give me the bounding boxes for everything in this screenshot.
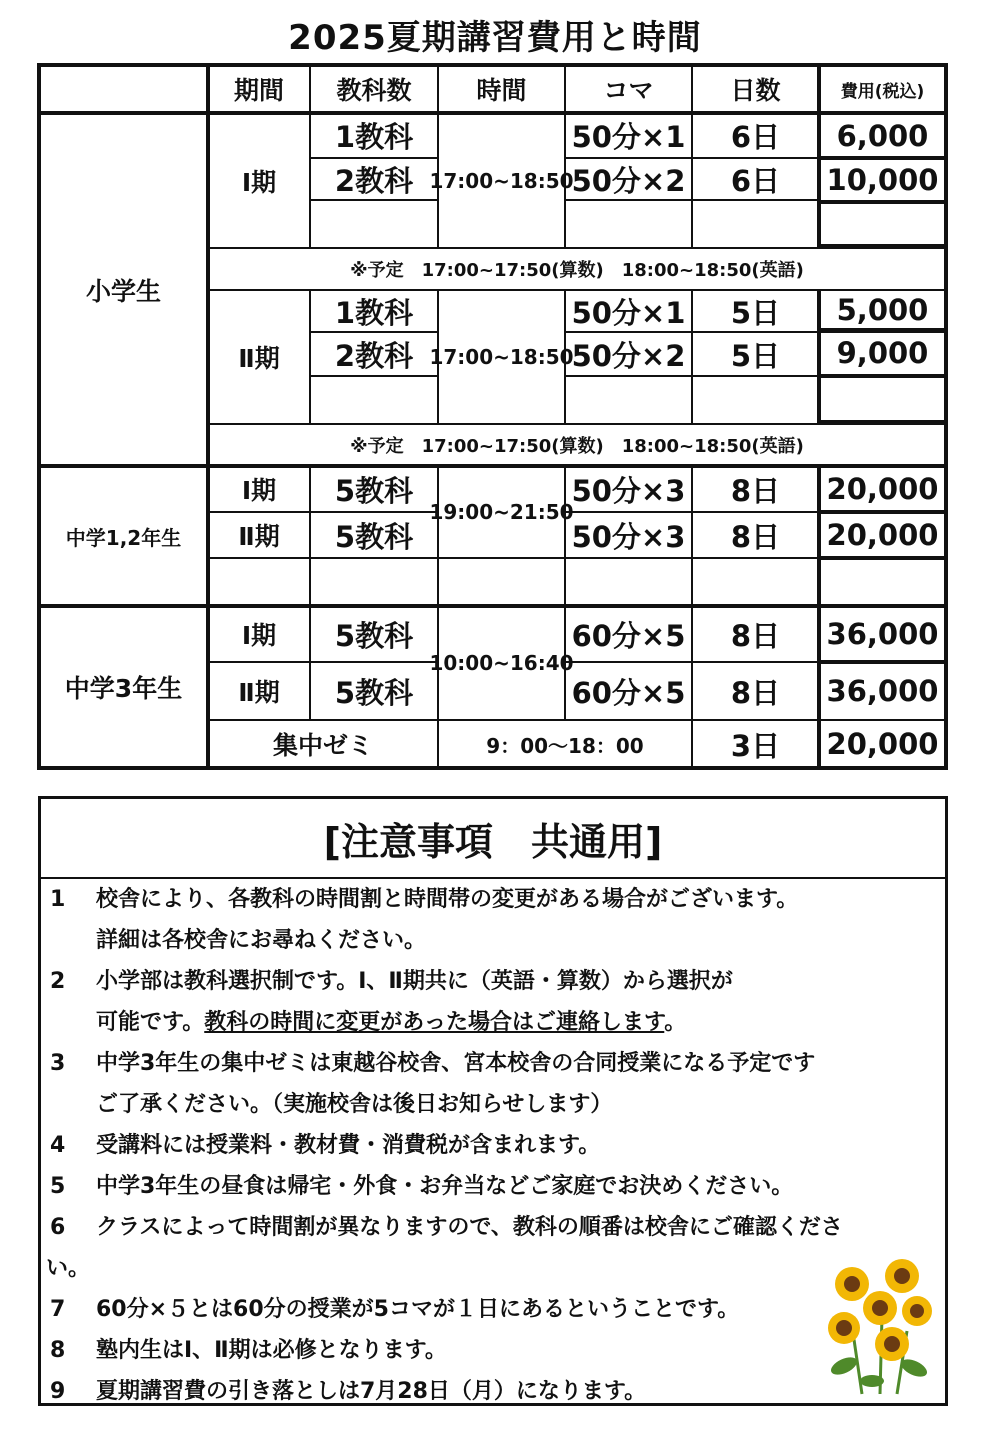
fee-cell: 36,000 <box>826 617 939 651</box>
note-item: 5 中学3年生の昼食は帰宅・外食・お弁当などご家庭でお決めください。 <box>50 1174 794 1199</box>
fee-cell: 20,000 <box>826 518 939 552</box>
subjects-cell: 1教科 <box>334 120 414 154</box>
note-item: 3 中学3年生の集中ゼミは東越谷校舎、宮本校舎の合同授業になる予定です <box>50 1051 816 1076</box>
days-cell: 8日 <box>730 473 781 508</box>
category-jh12: 中学1,2年生 <box>65 525 182 550</box>
notes-title: [注意事項 共通用] <box>41 799 945 879</box>
period-label: Ⅰ期 <box>241 621 277 650</box>
note-item-cont: 詳細は各校舎にお尋ねください。 <box>96 928 427 953</box>
note-item: 6 クラスによって時間割が異なりますので、教科の順番は校舎にご確認くださ <box>50 1215 843 1240</box>
days-cell: 5日 <box>730 338 781 373</box>
time-range: 17:00~18:50 <box>429 345 574 369</box>
page-title: 2025夏期講習費用と時間 <box>288 18 702 58</box>
time-range: 17:00~18:50 <box>429 168 574 193</box>
header-days: 日数 <box>730 76 781 105</box>
time-range: 10:00~16:40 <box>429 651 574 675</box>
seminar-label: 集中ゼミ <box>272 731 373 760</box>
subjects-cell: 2教科 <box>334 164 414 198</box>
header-subjects: 教科数 <box>336 76 412 105</box>
subjects-cell: 5教科 <box>334 519 414 554</box>
period-label: Ⅱ期 <box>238 522 280 551</box>
days-cell: 6日 <box>730 120 781 154</box>
seminar-fee: 20,000 <box>826 727 939 761</box>
header-fee: 費用(税込) <box>840 81 925 102</box>
header-time: 時間 <box>476 76 527 105</box>
seminar-time: 9：00〜18：00 <box>486 733 644 758</box>
note-item-cont: ご了承ください。（実施校舎は後日お知らせします） <box>96 1092 613 1117</box>
fee-cell: 9,000 <box>836 336 929 370</box>
days-cell: 8日 <box>730 519 781 554</box>
subjects-cell: 5教科 <box>334 675 414 710</box>
days-cell: 8日 <box>730 675 781 710</box>
subjects-cell: 2教科 <box>334 338 414 373</box>
koma-cell: 50分×2 <box>571 164 686 198</box>
koma-cell: 50分×1 <box>571 295 686 330</box>
note-item: 4 受講料には授業料・教材費・消費税が含まれます。 <box>50 1133 601 1158</box>
koma-cell: 50分×1 <box>571 120 686 154</box>
days-cell: 6日 <box>730 164 781 198</box>
schedule-note: ※予定 17:00~17:50(算数) 18:00~18:50(英語) <box>350 260 804 281</box>
note-item: 1 校舎により、各教科の時間割と時間帯の変更がある場合がございます。 <box>50 887 799 912</box>
period-label: Ⅱ期 <box>238 344 280 373</box>
time-range: 19:00~21:50 <box>429 500 574 524</box>
days-cell: 5日 <box>730 295 781 330</box>
period-label: Ⅰ期 <box>241 167 277 197</box>
period-label: Ⅱ期 <box>238 678 280 707</box>
schedule-note: ※予定 17:00~17:50(算数) 18:00~18:50(英語) <box>350 436 804 457</box>
sunflower-icon <box>822 1256 938 1396</box>
subjects-cell: 5教科 <box>334 618 414 653</box>
fee-cell: 10,000 <box>826 162 939 197</box>
note-item: 8 塾内生はⅠ、Ⅱ期は必修となります。 <box>50 1338 447 1363</box>
note-item: 7 60分×５とは60分の授業が5コマが１日にあるということです。 <box>50 1297 740 1322</box>
subjects-cell: 5教科 <box>334 473 414 508</box>
koma-cell: 50分×3 <box>571 519 686 554</box>
note-item-cont: 可能です。教科の時間に変更があった場合はご連絡します。 <box>96 1010 687 1035</box>
subjects-cell: 1教科 <box>334 295 414 330</box>
fee-cell: 6,000 <box>836 118 929 153</box>
fee-cell: 5,000 <box>836 293 929 327</box>
note-item: 2 小学部は教科選択制です。Ⅰ、Ⅱ期共に（英語・算数）から選択が <box>50 969 733 994</box>
period-label: Ⅰ期 <box>241 476 277 505</box>
koma-cell: 60分×5 <box>571 675 686 710</box>
koma-cell: 50分×3 <box>571 473 686 508</box>
note-item-cont: い。 <box>46 1256 91 1281</box>
header-period: 期間 <box>233 76 284 105</box>
category-elementary: 小学生 <box>85 276 161 306</box>
header-koma: コマ <box>603 76 654 105</box>
category-jh3: 中学3年生 <box>64 674 183 703</box>
note-item: 9 夏期講習費の引き落としは7月28日（月）になります。 <box>50 1379 647 1404</box>
underlined-note: 教科の時間に変更があった場合はご連絡します <box>204 1010 665 1035</box>
days-cell: 8日 <box>730 618 781 653</box>
koma-cell: 60分×5 <box>571 618 686 653</box>
koma-cell: 50分×2 <box>571 338 686 373</box>
seminar-days: 3日 <box>730 728 781 763</box>
fee-cell: 36,000 <box>826 674 939 708</box>
fee-cell: 20,000 <box>826 472 939 506</box>
